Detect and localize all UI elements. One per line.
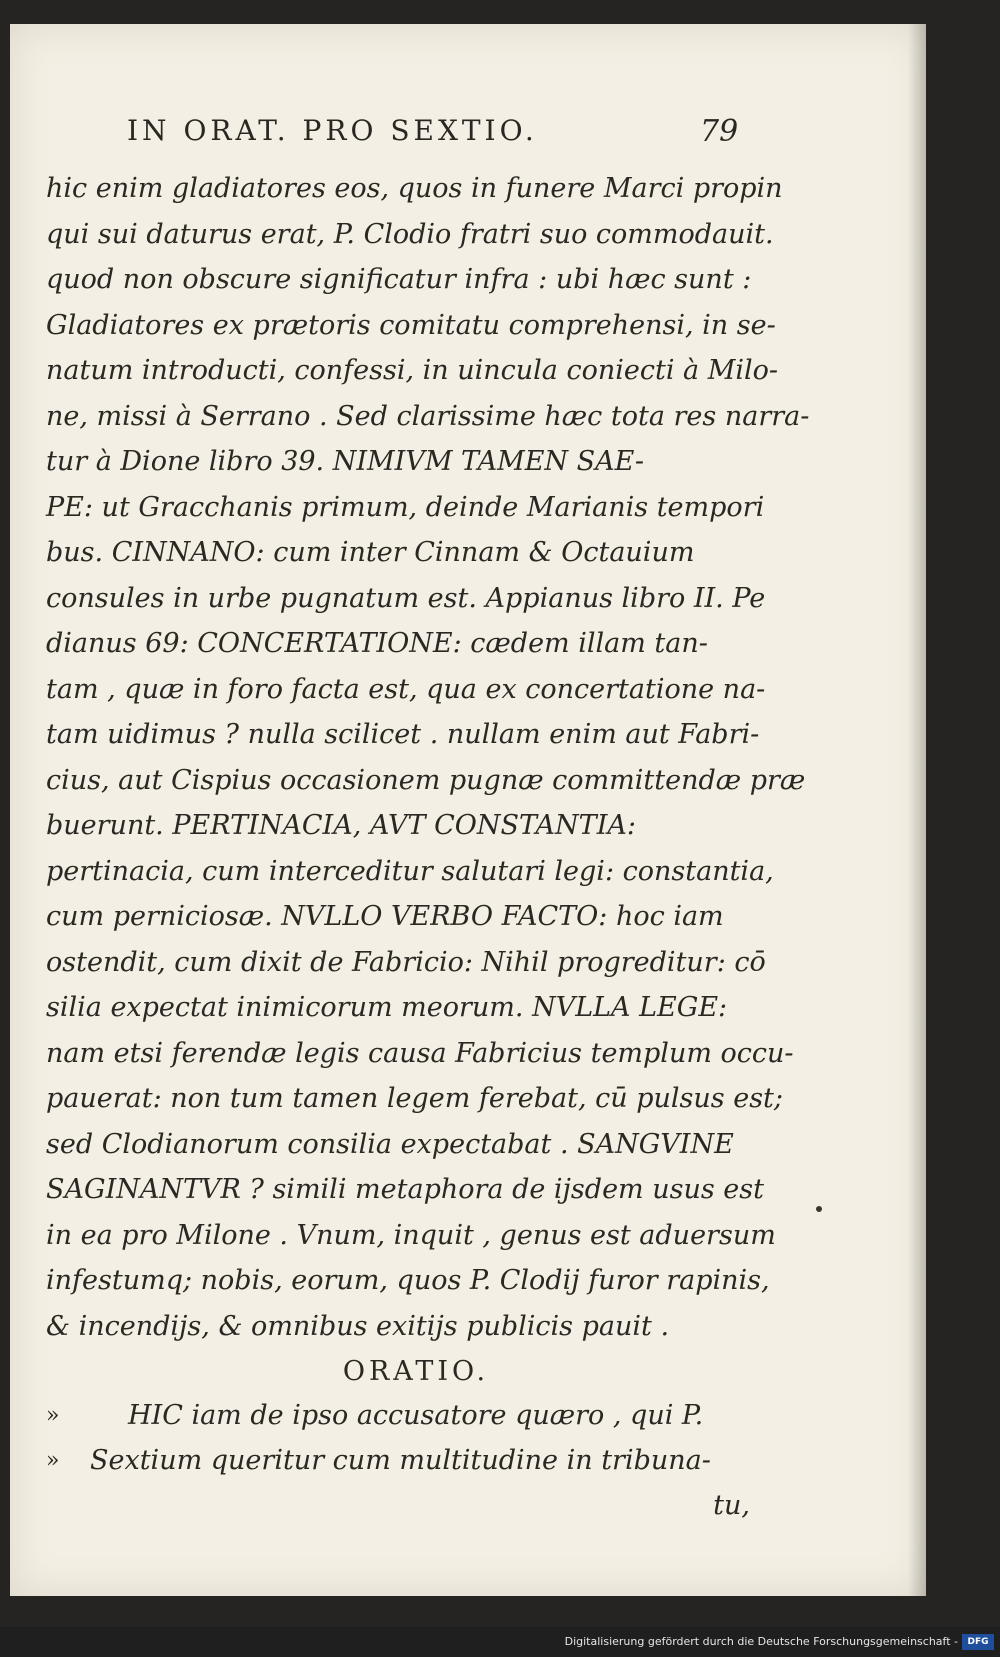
text-line: natum introducti, confessi, in uincula coniecti à Milo-: [46, 355, 779, 386]
page-number: 79: [700, 114, 739, 149]
text-line: nam etsi ferendæ legis causa Fabricius templum occu-: [46, 1037, 794, 1069]
text-line: hic enim gladiatores eos, quos in funere Marci propin: [46, 173, 783, 204]
text-line: pertinacia, cum interceditur salutari legi: constantia,: [46, 855, 774, 887]
text-line: qui sui daturus erat, P. Clodio fratri suo commodauit.: [46, 218, 774, 250]
oration-text: Sextium queritur cum multitudine in tribuna-: [90, 1445, 711, 1476]
oration-line: [46, 1438, 786, 1483]
text-line: ostendit, cum dixit de Fabricio: Nihil progreditur: cō: [46, 946, 766, 978]
quote-mark: »: [46, 1448, 60, 1473]
text-line: cius, aut Cispius occasionem pugnæ committendæ præ: [46, 764, 806, 796]
catchword: tu,: [713, 1490, 750, 1521]
text-line: ne, missi à Serrano . Sed clarissime hæc tota res narra-: [46, 400, 810, 432]
commentary-text: [46, 166, 810, 1528]
text-line: silia expectat inimicorum meorum. NVLLA LEGE:: [46, 992, 728, 1023]
text-line: bus. CINNANO: cum inter Cinnam & Octauium: [46, 537, 695, 568]
text-line: consules in urbe pugnatum est. Appianus libro II. Pe: [46, 582, 766, 614]
oration-text: HIC iam de ipso accusatore quæro , qui P.: [128, 1400, 704, 1431]
text-line: pauerat: non tum tamen legem ferebat, cū pulsus est;: [46, 1083, 784, 1114]
text-line: dianus 69: CONCERTATIONE: cædem illam tan-: [46, 628, 708, 659]
text-line: cum perniciosæ. NVLLO VERBO FACTO: hoc iam: [46, 901, 724, 932]
text-line: Gladiatores ex prætoris comitatu comprehensi, in se-: [46, 309, 776, 341]
text-line: buerunt. PERTINACIA, AVT CONSTANTIA:: [46, 810, 636, 841]
text-line: sed Clodianorum consilia expectabat . SANGVINE: [46, 1128, 734, 1160]
dfg-logo: DFG: [962, 1634, 994, 1650]
text-line: & incendijs, & omnibus exitijs publicis pauit .: [46, 1310, 670, 1342]
digitization-footer: [0, 1627, 1000, 1657]
book-page: [10, 24, 926, 1596]
text-line: tur à Dione libro 39. NIMIVM TAMEN SAE-: [46, 446, 644, 477]
section-heading: ORATIO.: [342, 1356, 490, 1387]
oration-line: [46, 1393, 786, 1438]
funding-credit: Digitalisierung gefördert durch die Deutsche Forschungsgemeinschaft -: [564, 1635, 958, 1648]
ink-speck: [816, 1206, 822, 1212]
page-header: [10, 114, 926, 158]
text-line: infestumq; nobis, eorum, quos P. Clodij furor rapinis,: [46, 1265, 770, 1296]
text-line: tam , quæ in foro facta est, qua ex concertatione na-: [46, 673, 766, 705]
text-line: quod non obscure significatur infra : ubi hæc sunt :: [46, 264, 752, 295]
running-head: IN ORAT. PRO SEXTIO.: [127, 114, 538, 147]
text-line: PE: ut Gracchanis primum, deinde Marianis tempori: [46, 491, 765, 523]
text-line: in ea pro Milone . Vnum, inquit , genus est aduersum: [46, 1219, 776, 1251]
quote-mark: »: [46, 1403, 60, 1428]
text-line: tam uidimus ? nulla scilicet . nullam enim aut Fabri-: [46, 719, 760, 750]
text-line: SAGINANTVR ? simili metaphora de ijsdem usus est: [46, 1174, 764, 1205]
